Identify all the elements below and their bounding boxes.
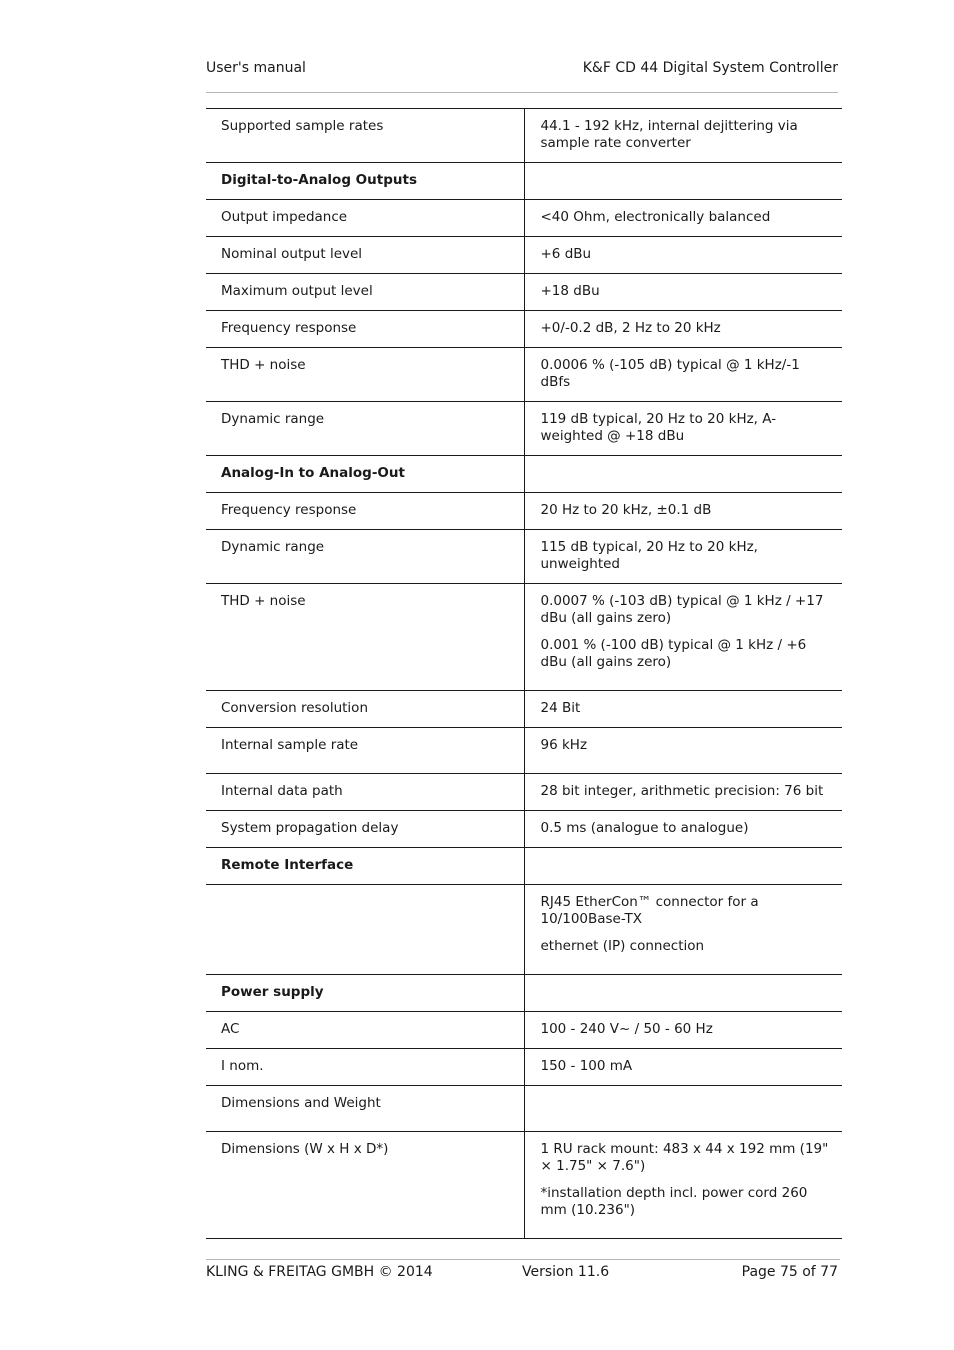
spec-value-line: 20 Hz to 20 kHz, ±0.1 dB [540,502,712,518]
table-row [206,691,842,728]
spec-label: Dynamic range [206,402,524,456]
spec-value-line: 0.001 % (-100 dB) typical @ 1 kHz / +6 dBu (all gains zero) [540,637,807,670]
specifications-table [206,108,842,1239]
spec-label: System propagation delay [206,811,524,848]
spec-value-line: <40 Ohm, electronically balanced [540,209,771,225]
spec-value-line: +18 dBu [540,283,600,299]
spec-value [524,348,842,402]
table-row [206,1049,842,1086]
spec-value-line: 96 kHz [540,737,588,753]
spec-value [524,848,842,885]
spec-value-line: +6 dBu [540,246,592,262]
spec-value [524,237,842,274]
table-row [206,584,842,691]
spec-value [524,728,842,774]
table-row [206,1132,842,1239]
footer-divider [206,1259,840,1260]
section-heading: Remote Interface [206,848,524,885]
table-row [206,1012,842,1049]
spec-label: Dynamic range [206,530,524,584]
spec-value [524,885,842,975]
spec-value [524,456,842,493]
table-row [206,1086,842,1132]
table-section-row [206,975,842,1012]
spec-label [206,885,524,975]
spec-value-line: 115 dB typical, 20 Hz to 20 kHz, unweighted [540,539,758,572]
spec-value-line: RJ45 EtherCon™ connector for a 10/100Base-TX [540,894,759,927]
spec-label: Internal data path [206,774,524,811]
spec-value [524,493,842,530]
spec-value-line: ethernet (IP) connection [540,938,705,954]
spec-label: Conversion resolution [206,691,524,728]
table-row [206,109,842,163]
spec-label: Frequency response [206,493,524,530]
footer-copyright: KLING & FREITAG GMBH © 2014 [206,1264,433,1280]
spec-label: Dimensions and Weight [206,1086,524,1132]
spec-label: Nominal output level [206,237,524,274]
spec-value [524,402,842,456]
spec-value [524,691,842,728]
table-row [206,728,842,774]
spec-label: THD + noise [206,348,524,402]
spec-value-line: 24 Bit [540,700,581,716]
spec-value-line: *installation depth incl. power cord 260 mm (10.236") [540,1185,808,1218]
section-heading: Digital-to-Analog Outputs [206,163,524,200]
spec-label: Internal sample rate [206,728,524,774]
spec-label: Dimensions (W x H x D*) [206,1132,524,1239]
table-row [206,811,842,848]
spec-value [524,1012,842,1049]
table-section-row [206,848,842,885]
table-row [206,530,842,584]
page-footer [206,1264,838,1284]
spec-value-line: +0/-0.2 dB, 2 Hz to 20 kHz [540,320,721,336]
table-row [206,774,842,811]
table-section-row [206,456,842,493]
spec-value [524,530,842,584]
spec-value [524,975,842,1012]
spec-value-line: 0.0006 % (-105 dB) typical @ 1 kHz/-1 dBfs [540,357,800,390]
table-row [206,274,842,311]
table-row [206,402,842,456]
spec-label: THD + noise [206,584,524,691]
footer-version: Version 11.6 [522,1264,610,1280]
spec-value-line: 0.5 ms (analogue to analogue) [540,820,749,836]
spec-value [524,1086,842,1132]
specifications-table-body [206,109,842,1239]
table-row [206,311,842,348]
spec-value-line: 150 - 100 mA [540,1058,633,1074]
spec-value [524,163,842,200]
spec-label: AC [206,1012,524,1049]
spec-value [524,200,842,237]
table-row [206,348,842,402]
spec-label: Output impedance [206,200,524,237]
spec-value [524,311,842,348]
table-row [206,237,842,274]
table-section-row [206,163,842,200]
table-row [206,493,842,530]
spec-value [524,774,842,811]
section-heading: Analog-In to Analog-Out [206,456,524,493]
spec-value-line: 119 dB typical, 20 Hz to 20 kHz, A-weighted @ +18 dBu [540,411,777,444]
spec-label: Frequency response [206,311,524,348]
table-row [206,885,842,975]
header-doc-type: User's manual [206,60,306,76]
spec-value-line: 100 - 240 V~ / 50 - 60 Hz [540,1021,713,1037]
spec-value-line: 1 RU rack mount: 483 x 44 x 192 mm (19" × 1.75" × 7.6") [540,1141,829,1174]
footer-page-number: Page 75 of 77 [741,1264,838,1280]
spec-value [524,584,842,691]
spec-value-line: 28 bit integer, arithmetic precision: 76 bit [540,783,824,799]
spec-label: Supported sample rates [206,109,524,163]
header-product-title: K&F CD 44 Digital System Controller [582,60,838,76]
spec-value [524,1049,842,1086]
section-heading: Power supply [206,975,524,1012]
spec-label: I nom. [206,1049,524,1086]
header-divider [206,92,838,93]
spec-value [524,109,842,163]
spec-value [524,811,842,848]
page-header [206,60,838,80]
spec-label: Maximum output level [206,274,524,311]
spec-value [524,1132,842,1239]
spec-value-line: 44.1 - 192 kHz, internal dejittering via sample rate converter [540,118,798,151]
spec-value-line: 0.0007 % (-103 dB) typical @ 1 kHz / +17 dBu (all gains zero) [540,593,824,626]
spec-value [524,274,842,311]
table-row [206,200,842,237]
